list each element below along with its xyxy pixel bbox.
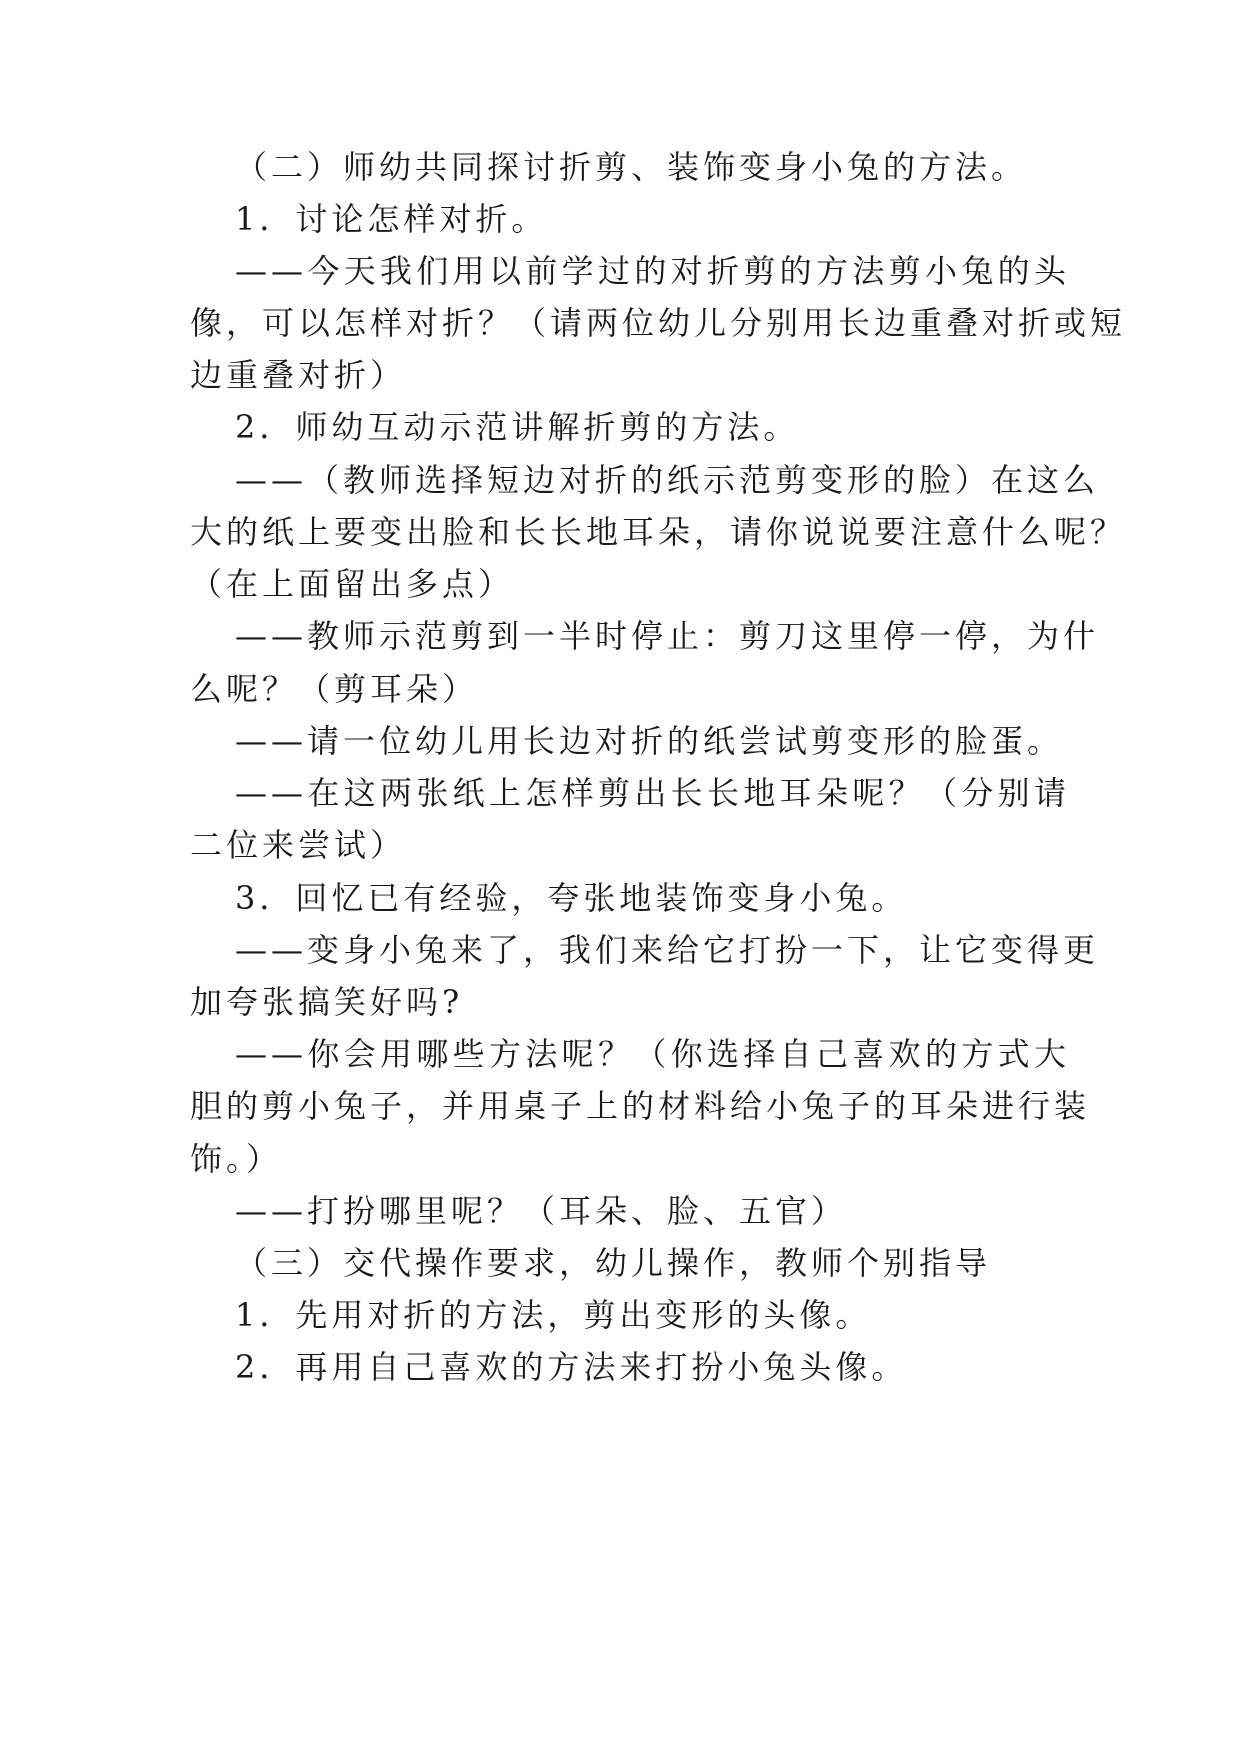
paragraph-line: 大的纸上要变出脸和长长地耳朵，请你说说要注意什么呢？ bbox=[190, 513, 1127, 551]
step-heading: 3．回忆已有经验，夸张地装饰变身小兔。 bbox=[235, 879, 908, 917]
paragraph-line: ——今天我们用以前学过的对折剪的方法剪小兔的头 bbox=[235, 252, 1070, 290]
section-heading-3: （三）交代操作要求，幼儿操作，教师个别指导 bbox=[235, 1244, 992, 1282]
paragraph-line: ——（教师选择短边对折的纸示范剪变形的脸）在这么 bbox=[235, 461, 1100, 499]
paragraph-line: 胆的剪小兔子，并用桌子上的材料给小兔子的耳朵进行装 bbox=[190, 1087, 1091, 1125]
section-heading-2: （二）师幼共同探讨折剪、装饰变身小兔的方法。 bbox=[235, 148, 1028, 186]
paragraph-line: 加夸张搞笑好吗? bbox=[190, 983, 464, 1021]
paragraph-line: ——教师示范剪到一半时停止：剪刀这里停一停，为什 bbox=[235, 617, 1100, 655]
paragraph-line: 饰。） bbox=[190, 1140, 283, 1178]
paragraph-line: 像，可以怎样对折？（请两位幼儿分别用长边重叠对折或短 bbox=[190, 304, 1127, 342]
paragraph-line: ——打扮哪里呢？（耳朵、脸、五官） bbox=[235, 1192, 848, 1230]
paragraph-line: ——变身小兔来了，我们来给它打扮一下，让它变得更 bbox=[235, 931, 1100, 969]
paragraph-line: 边重叠对折） bbox=[190, 356, 407, 394]
step-heading: 1．讨论怎样对折。 bbox=[235, 200, 548, 238]
paragraph-line: ——请一位幼儿用长边对折的纸尝试剪变形的脸蛋。 bbox=[235, 722, 1064, 760]
paragraph-line: 么呢？（剪耳朵） bbox=[190, 670, 479, 708]
step-heading: 2．师幼互动示范讲解折剪的方法。 bbox=[235, 408, 800, 446]
paragraph-line: ——你会用哪些方法呢？（你选择自己喜欢的方式大 bbox=[235, 1035, 1070, 1073]
paragraph-line: （在上面留出多点） bbox=[190, 565, 515, 603]
step-heading: 1．先用对折的方法，剪出变形的头像。 bbox=[235, 1296, 872, 1334]
paragraph-line: 二位来尝试） bbox=[190, 826, 407, 864]
step-heading: 2．再用自己喜欢的方法来打扮小兔头像。 bbox=[235, 1348, 908, 1386]
paragraph-line: ——在这两张纸上怎样剪出长长地耳朵呢？（分别请 bbox=[235, 774, 1070, 812]
